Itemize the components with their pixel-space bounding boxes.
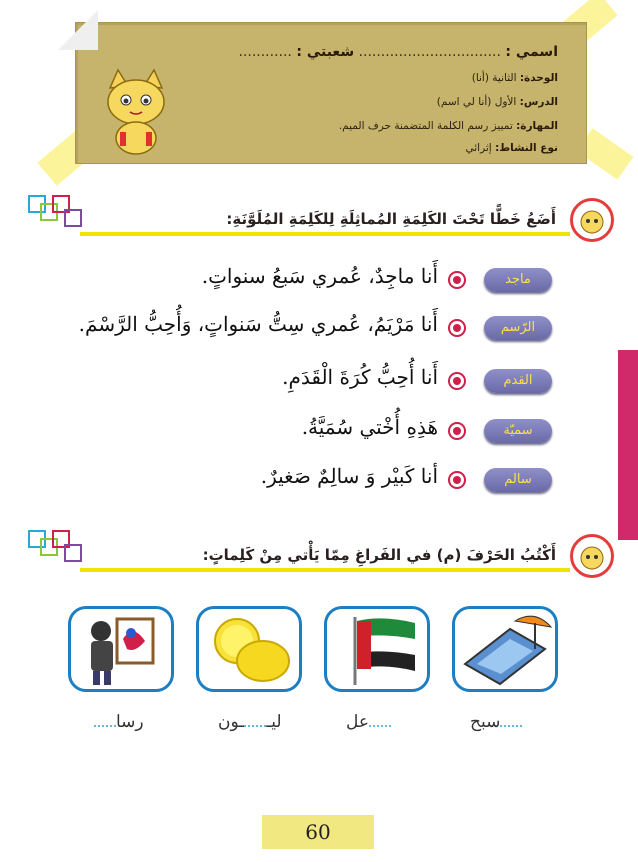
activity-line [466, 142, 559, 154]
radio-marker[interactable] [448, 422, 466, 440]
squares-decoration [28, 195, 80, 235]
lesson-value: الأول (أنا لي اسم) [436, 96, 517, 108]
cat-face-icon [573, 537, 611, 575]
unit-value: الثانية (أنا) [471, 72, 517, 84]
word-pill: سالم [484, 468, 552, 492]
section2-title: أَكْتُبُ الحَرْفَ (م) في الفَراغِ مِمّا يَأْتي مِنْ كَلِماتٍ: [202, 546, 556, 564]
cat-illustration [96, 68, 176, 156]
word-pill: الرّسم [484, 316, 552, 340]
lemon-picture [196, 606, 302, 692]
word-pill: سميّة [484, 419, 552, 443]
title-underline [80, 568, 570, 572]
section1-title: أَضَعُ خَطًّا تَحْتَ الكَلِمَةِ المُماثِلَةِ لِلكَلِمَةِ المُلَوَّنَةِ: [226, 210, 556, 228]
letter-blank[interactable] [94, 725, 116, 727]
letter-blank[interactable] [500, 725, 522, 727]
cat-badge-icon [570, 198, 614, 242]
name-label: اسمي : [505, 44, 558, 60]
word-pill: القدم [484, 369, 552, 393]
unit-label: الوحدة: [519, 72, 558, 84]
word-part: رسا [116, 712, 144, 732]
unit-line [472, 72, 558, 84]
radio-marker[interactable] [448, 319, 466, 337]
squares-decoration [28, 530, 80, 570]
blank-word[interactable] [94, 712, 144, 732]
exercise-sentence[interactable]: أَنا ماجِدٌ، عُمري سَبعُ سنواتٍ. [201, 264, 438, 288]
blank-word[interactable] [346, 712, 391, 732]
blank-word[interactable] [470, 712, 522, 732]
skill-label: المهارة: [516, 120, 558, 132]
side-tab [618, 350, 638, 540]
word-pill: ماجد [484, 268, 552, 292]
cat-badge-icon [570, 534, 614, 578]
radio-marker[interactable] [448, 372, 466, 390]
activity-value: إثرائي [465, 142, 492, 154]
skill-value: تمييز رسم الكلمة المتضمنة حرف الميم. [338, 120, 513, 132]
class-label: شعبتي : [296, 44, 355, 60]
page-curl [58, 10, 98, 50]
radio-marker[interactable] [448, 471, 466, 489]
word-part: سبح [470, 712, 501, 732]
painter-picture [68, 606, 174, 692]
lesson-line [437, 96, 558, 108]
letter-blank[interactable] [244, 725, 266, 727]
word-part: ليـ [266, 712, 282, 732]
cat-face-icon [573, 201, 611, 239]
name-line [238, 44, 558, 60]
class-dots: ............ [238, 44, 292, 60]
activity-label: نوع النشاط: [495, 142, 558, 154]
word-part: ـون [218, 712, 245, 732]
radio-marker[interactable] [448, 271, 466, 289]
name-dots: ................................ [358, 44, 501, 60]
swimming-pool-picture [452, 606, 558, 692]
blank-word[interactable] [218, 712, 282, 732]
lesson-label: الدرس: [519, 96, 558, 108]
exercise-sentence[interactable]: أَنا أُحِبُّ كُرَةَ الْقَدَمِ. [282, 365, 438, 389]
title-underline [80, 232, 570, 236]
exercise-sentence[interactable]: أنا كَبيْر وَ سالِمٌ صَغيرٌ. [260, 464, 438, 488]
word-part: عل [346, 712, 370, 732]
letter-blank[interactable] [369, 725, 391, 727]
page-number: 60 [262, 815, 374, 849]
exercise-sentence[interactable]: هَذِهِ أُخْتي سُمَيَّةُ. [301, 415, 438, 439]
uae-flag-picture [324, 606, 430, 692]
skill-line [339, 120, 558, 132]
exercise-sentence[interactable]: أَنا مَرْيَمُ، عُمري سِتُّ سَنواتٍ، وَأُحِبُّ الرَّسْمَ. [78, 312, 438, 336]
